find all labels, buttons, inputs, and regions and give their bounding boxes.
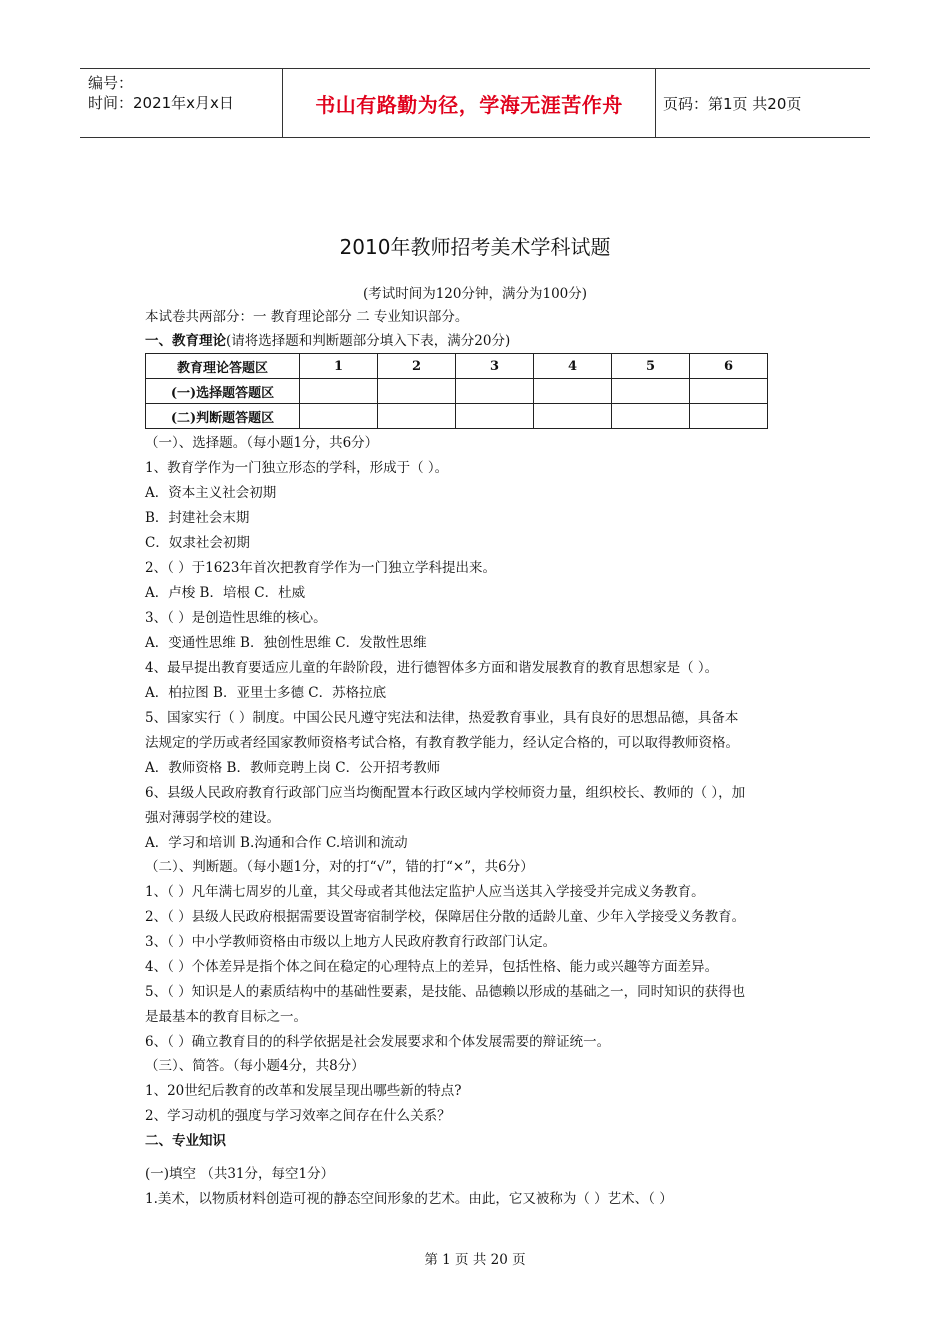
answer-table-header-cell: 3 — [456, 354, 534, 379]
question-line: A．变通性思维 B．独创性思维 C．发散性思维 — [145, 635, 427, 651]
number-label: 编号： — [88, 74, 134, 92]
question-line: 6、县级人民政府教育行政部门应当均衡配置本行政区域内学校师资力量，组织校长、教师的（ ），加 — [145, 785, 746, 801]
answer-cell[interactable] — [612, 404, 690, 429]
answer-table-header-cell: 5 — [612, 354, 690, 379]
section2-heading: 二、专业知识 — [145, 1133, 226, 1149]
question-line: （一）、选择题。（每小题1分，共6分） — [145, 435, 379, 451]
answer-cell[interactable] — [378, 404, 456, 429]
answer-cell[interactable] — [690, 404, 768, 429]
answer-cell[interactable] — [300, 379, 378, 404]
question-line: A．卢梭 B．培根 C．杜威 — [145, 585, 306, 601]
exam-intro: 本试卷共两部分：一 教育理论部分 二 专业知识部分。 — [145, 309, 469, 325]
answer-table-header-cell: 4 — [534, 354, 612, 379]
exam-title: 2010年教师招考美术学科试题 — [339, 235, 611, 259]
section1-heading — [145, 332, 510, 350]
question-line: A．柏拉图 B．亚里士多德 C．苏格拉底 — [145, 685, 387, 701]
question-line: 1、20世纪后教育的改革和发展呈现出哪些新的特点? — [145, 1083, 462, 1099]
answer-table-header — [146, 354, 768, 379]
answer-row-label: (一)选择题答题区 — [146, 379, 300, 404]
question-line: 法规定的学历或者经国家教师资格考试合格，有教育教学能力，经认定合格的，可以取得教师资格。 — [145, 735, 739, 751]
question-line: A．教师资格 B．教师竞聘上岗 C．公开招考教师 — [145, 760, 441, 776]
answer-cell[interactable] — [690, 379, 768, 404]
exam-subtitle: (考试时间为120分钟，满分为100分) — [362, 286, 588, 302]
question-line: A．资本主义社会初期 — [145, 485, 277, 501]
question-line: 4、（ ）个体差异是指个体之间在稳定的心理特点上的差异，包括性格、能力或兴趣等方面差异。 — [145, 959, 719, 975]
page-header — [80, 68, 870, 138]
answer-cell[interactable] — [300, 404, 378, 429]
question-line: B．封建社会末期 — [145, 510, 250, 526]
question-line: 6、（ ）确立教育目的的科学依据是社会发展要求和个体发展需要的辩证统一。 — [145, 1034, 611, 1050]
answer-cell[interactable] — [612, 379, 690, 404]
question-line: 强对薄弱学校的建设。 — [145, 810, 280, 826]
section1-heading-rest: (请将选择题和判断题部分填入下表，满分20分) — [226, 333, 511, 349]
question-line: 2、（ ）于1623年首次把教育学作为一门独立学科提出来。 — [145, 560, 496, 576]
time-label: 时间：2021年x月x日 — [88, 94, 234, 112]
section1-heading-bold: 一、教育理论 — [145, 333, 226, 349]
question-line: 3、（ ）是创造性思维的核心。 — [145, 610, 327, 626]
question-line: 5、（ ）知识是人的素质结构中的基础性要素，是技能、品德赖以形成的基础之一，同时知识的获得也 — [145, 984, 746, 1000]
answer-cell[interactable] — [456, 404, 534, 429]
header-motto-cell — [282, 69, 656, 137]
answer-table — [145, 353, 768, 429]
question-line: 是最基本的教育目标之一。 — [145, 1009, 307, 1025]
answer-cell[interactable] — [534, 379, 612, 404]
question-line: 3、（ ）中小学教师资格由市级以上地方人民政府教育行政部门认定。 — [145, 934, 557, 950]
question-line: 1、（ ）凡年满七周岁的儿童，其父母或者其他法定监护人应当送其入学接受并完成义务教育。 — [145, 884, 705, 900]
fill-question-1: 1.美术，以物质材料创造可视的静态空间形象的艺术。由此，它又被称为（ ）艺术、（ ） — [145, 1191, 673, 1207]
answer-table-header-cell: 教育理论答题区 — [146, 354, 300, 379]
answer-table-row-judge — [146, 404, 768, 429]
answer-table-header-cell: 1 — [300, 354, 378, 379]
fill-heading: (一)填空 （共31分，每空1分） — [145, 1166, 335, 1182]
question-line: A．学习和培训 B.沟通和合作 C.培训和流动 — [145, 835, 408, 851]
question-line: 1、教育学作为一门独立形态的学科，形成于（ ）。 — [145, 460, 449, 476]
question-line: 4、最早提出教育要适应儿童的年龄阶段，进行德智体多方面和谐发展教育的教育思想家是（ ）。 — [145, 660, 719, 676]
question-line: （二）、判断题。（每小题1分，对的打“√”，错的打“×”，共6分） — [145, 859, 534, 875]
answer-table-row-choice — [146, 379, 768, 404]
answer-table-header-cell: 2 — [378, 354, 456, 379]
answer-cell[interactable] — [456, 379, 534, 404]
page-footer: 第 1 页 共 20 页 — [424, 1252, 526, 1268]
answer-cell[interactable] — [534, 404, 612, 429]
answer-cell[interactable] — [378, 379, 456, 404]
question-line: （三）、简答。（每小题4分，共8分） — [145, 1058, 365, 1074]
motto: 书山有路勤为径，学海无涯苦作舟 — [315, 92, 623, 117]
answer-row-label: (二)判断题答题区 — [146, 404, 300, 429]
question-line: C．奴隶社会初期 — [145, 535, 250, 551]
question-line: 5、国家实行（ ）制度。中国公民凡遵守宪法和法律，热爱教育事业，具有良好的思想品德，具备本 — [145, 710, 739, 726]
header-meta — [80, 69, 282, 137]
answer-table-header-cell: 6 — [690, 354, 768, 379]
question-line: 2、（ ）县级人民政府根据需要设置寄宿制学校，保障居住分散的适龄儿童、少年入学接受义务教育。 — [145, 909, 746, 925]
page-code: 页码：第1页 共20页 — [663, 94, 802, 113]
question-line: 2、学习动机的强度与学习效率之间存在什么关系？ — [145, 1108, 451, 1124]
